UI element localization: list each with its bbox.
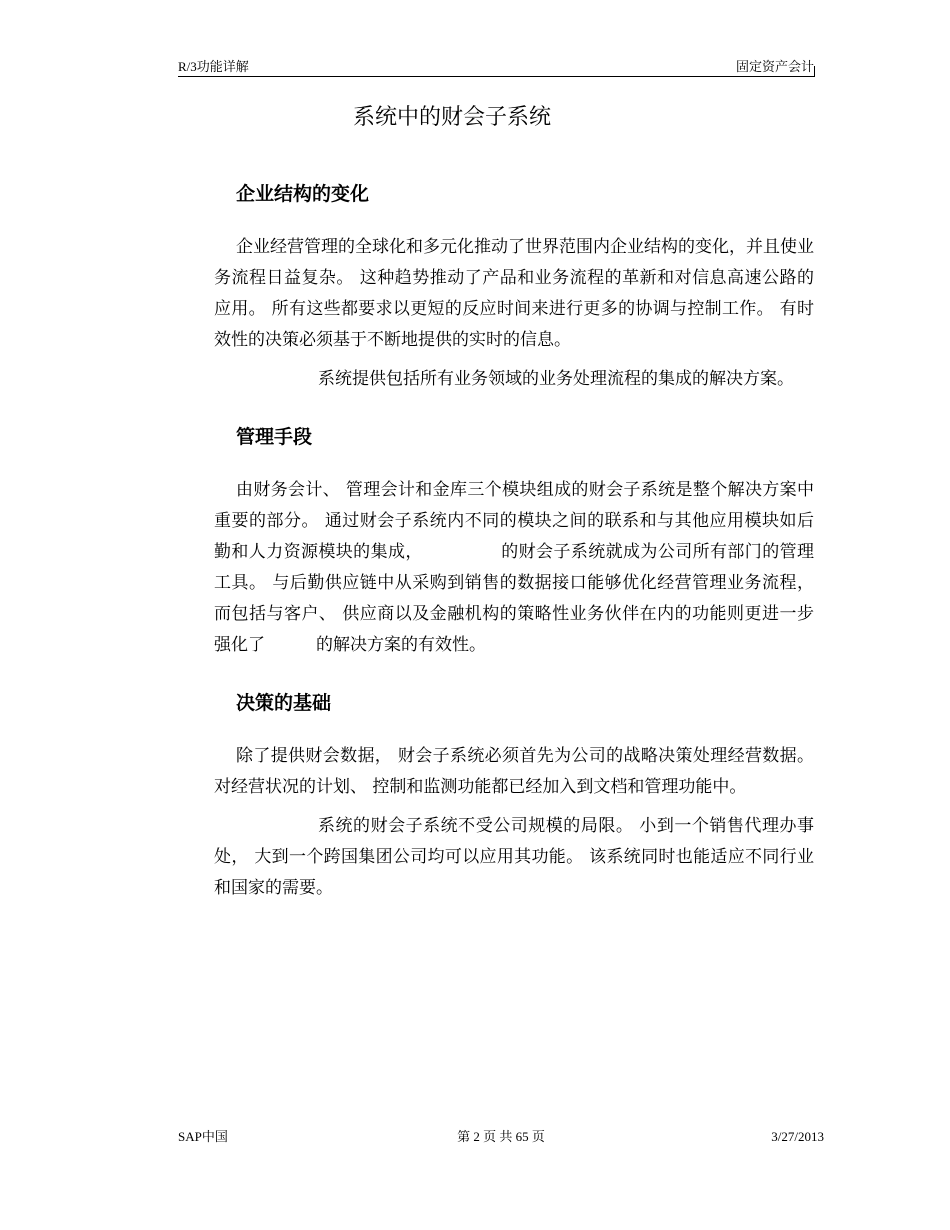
header-doc-title: R/3功能详解: [178, 59, 249, 74]
page-header: [178, 58, 814, 77]
paragraph: 系统提供包括所有业务领域的业务处理流程的集成的解决方案。: [318, 369, 794, 389]
section-heading-decision-basis: 决策的基础: [236, 692, 332, 714]
page-title: 系统中的财会子系统: [352, 105, 551, 130]
header-section-title: 固定资产会计: [735, 59, 814, 74]
paragraph: 系统的财会子系统不受公司规模的局限。 小到一个销售代理办事处， 大到一个跨国集团公司均可以应用其功能。 该系统同时也能适应不同行业和国家的需要。: [214, 816, 814, 898]
document-body: [214, 180, 814, 904]
footer-page-number: 第 2 页 共 65 页: [457, 1129, 545, 1144]
section-heading-management-tools: 管理手段: [236, 426, 313, 448]
header-divider-tick: [814, 66, 815, 77]
footer-company: SAP中国: [178, 1129, 228, 1144]
page-footer: [178, 1128, 824, 1146]
paragraph: 由财务会计、 管理会计和金库三个模块组成的财会子系统是整个解决方案中重要的部分。 通过财会子系统内不同的模块之间的联系和与其他应用模块如后勤和人力资源模块的集成， 的财会子系统就成为公司所有部门的管理工具。 与后勤供应链中从采购到销售的数据接口能够优化经营管理业务流程， 而包括与客户、 供应商以及金融机构的策略性业务伙伴在内的功能则更进一步强化了 的解决方案的有效性。: [214, 480, 814, 655]
paragraph: 除了提供财会数据， 财会子系统必须首先为公司的战略决策处理经营数据。 对经营状况的计划、 控制和监测功能都已经加入到文档和管理功能中。: [214, 746, 814, 797]
section-heading-enterprise-structure: 企业结构的变化: [236, 183, 370, 205]
paragraph: 企业经营管理的全球化和多元化推动了世界范围内企业结构的变化，并且使业务流程日益复杂。 这种趋势推动了产品和业务流程的革新和对信息高速公路的应用。 所有这些都要求以更短的反应时间来进行更多的协调与控制工作。 有时效性的决策必须基于不断地提供的实时的信息。: [214, 237, 814, 350]
footer-date: 3/27/2013: [771, 1129, 824, 1144]
